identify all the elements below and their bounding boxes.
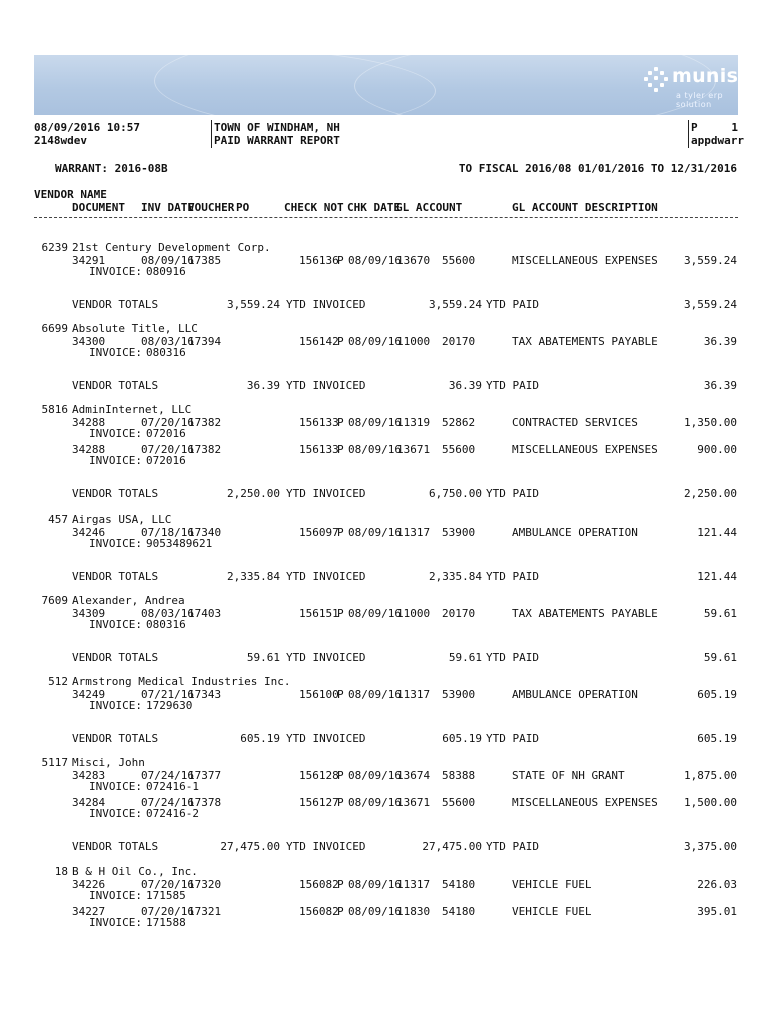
payment-type: P (337, 769, 344, 782)
gl-description: VEHICLE FUEL (512, 878, 592, 891)
header-divider-right (688, 120, 689, 148)
vendor-total-amount: 3,375.00 (684, 840, 737, 853)
invoice-date: 07/21/16 (141, 688, 194, 701)
payment-type: P (337, 607, 344, 620)
vendor-totals-label: VENDOR TOTALS (72, 379, 159, 392)
invoice-number: 171585 (146, 889, 186, 902)
ytd-paid-label: YTD PAID (486, 487, 539, 500)
check-number: 156100 (299, 688, 339, 701)
gl-description: AMBULANCE OPERATION (512, 526, 638, 539)
invoice-date: 07/24/16 (141, 796, 194, 809)
vendor-total-amount: 121.44 (697, 570, 737, 583)
ytd-paid-label: YTD PAID (486, 298, 539, 311)
check-date: 08/09/16 (348, 443, 401, 456)
page-number: 1 (731, 121, 738, 134)
document-number: 34300 (72, 335, 106, 348)
gl-object: 52862 (442, 416, 476, 429)
invoice-date: 08/03/16 (141, 607, 194, 620)
line-amount: 395.01 (697, 905, 737, 918)
ytd-paid-label: YTD PAID (486, 840, 539, 853)
vendor-totals-label: VENDOR TOTALS (72, 651, 159, 664)
gl-org: 11317 (397, 878, 431, 891)
invoice-number: 072416-2 (146, 807, 199, 820)
invoice-label: INVOICE: (89, 427, 142, 440)
invoice-number: 080316 (146, 346, 186, 359)
vendor-name: Absolute Title, LLC (72, 322, 198, 335)
payment-type: P (337, 335, 344, 348)
vendor-total-amount: 605.19 (697, 732, 737, 745)
col-voucher: VOUCHER (188, 201, 235, 214)
document-number: 34226 (72, 878, 106, 891)
vendor-id: 6699 (41, 322, 68, 335)
report-title: PAID WARRANT REPORT (214, 134, 340, 147)
gl-org: 13670 (397, 254, 431, 267)
vendor-id: 18 (54, 865, 68, 878)
invoice-label: INVOICE: (89, 889, 142, 902)
ytd-invoiced-label: YTD INVOICED (286, 840, 366, 853)
invoice-date: 08/09/16 (141, 254, 194, 267)
vendor-totals-label: VENDOR TOTALS (72, 840, 159, 853)
ytd-paid-amount: 27,475.00 (422, 840, 482, 853)
invoice-number: 171588 (146, 916, 186, 929)
gl-object: 53900 (442, 688, 476, 701)
ytd-invoiced-amount: 2,250.00 (227, 487, 280, 500)
ytd-paid-label: YTD PAID (486, 732, 539, 745)
ytd-paid-amount: 605.19 (442, 732, 482, 745)
invoice-date: 07/18/16 (141, 526, 194, 539)
document-number: 34309 (72, 607, 106, 620)
line-amount: 1,350.00 (684, 416, 737, 429)
gl-description: MISCELLANEOUS EXPENSES (512, 254, 658, 267)
gl-description: TAX ABATEMENTS PAYABLE (512, 335, 658, 348)
col-gl-description: GL ACCOUNT DESCRIPTION (512, 201, 658, 214)
invoice-number: 9053489621 (146, 537, 213, 550)
vendor-id: 7609 (41, 594, 68, 607)
report-user: 2148wdev (34, 134, 87, 147)
col-t: T (337, 201, 344, 214)
vendor-totals-label: VENDOR TOTALS (72, 570, 159, 583)
invoice-label: INVOICE: (89, 780, 142, 793)
check-number: 156127 (299, 796, 339, 809)
gl-description: CONTRACTED SERVICES (512, 416, 638, 429)
check-number: 156097 (299, 526, 339, 539)
gl-object: 55600 (442, 796, 476, 809)
line-amount: 1,500.00 (684, 796, 737, 809)
vendor-id: 6239 (41, 241, 68, 254)
invoice-number: 080316 (146, 618, 186, 631)
gl-org: 11000 (397, 335, 431, 348)
vendor-total-amount: 3,559.24 (684, 298, 737, 311)
vendor-id: 457 (48, 513, 68, 526)
gl-object: 20170 (442, 607, 476, 620)
check-number: 156142 (299, 335, 339, 348)
payment-type: P (337, 416, 344, 429)
ytd-invoiced-amount: 27,475.00 (220, 840, 280, 853)
gl-object: 58388 (442, 769, 476, 782)
check-number: 156128 (299, 769, 339, 782)
invoice-date: 07/20/16 (141, 416, 194, 429)
document-number: 34283 (72, 769, 106, 782)
voucher-number: 17321 (188, 905, 222, 918)
document-number: 34291 (72, 254, 106, 267)
check-date: 08/09/16 (348, 335, 401, 348)
vendor-total-amount: 36.39 (703, 379, 737, 392)
ytd-invoiced-label: YTD INVOICED (286, 298, 366, 311)
check-number: 156136 (299, 254, 339, 267)
invoice-number: 080916 (146, 265, 186, 278)
check-number: 156133 (299, 416, 339, 429)
logo-dots-icon (642, 67, 670, 95)
page-label: P (691, 121, 698, 134)
ytd-invoiced-amount: 36.39 (246, 379, 280, 392)
check-date: 08/09/16 (348, 905, 401, 918)
invoice-label: INVOICE: (89, 807, 142, 820)
vendor-id: 5117 (41, 756, 68, 769)
vendor-id: 5816 (41, 403, 68, 416)
line-amount: 1,875.00 (684, 769, 737, 782)
vendor-totals-label: VENDOR TOTALS (72, 487, 159, 500)
gl-description: AMBULANCE OPERATION (512, 688, 638, 701)
vendor-name: Misci, John (72, 756, 145, 769)
logo-tagline: a tyler erp solution (676, 91, 724, 109)
gl-object: 54180 (442, 878, 476, 891)
check-date: 08/09/16 (348, 878, 401, 891)
document-number: 34288 (72, 443, 106, 456)
vendor-name: Alexander, Andrea (72, 594, 185, 607)
col-check-no: CHECK NO (284, 201, 337, 214)
col-document: DOCUMENT (72, 201, 125, 214)
line-amount: 121.44 (697, 526, 737, 539)
invoice-date: 07/20/16 (141, 443, 194, 456)
voucher-number: 17377 (188, 769, 222, 782)
check-date: 08/09/16 (348, 416, 401, 429)
ytd-paid-amount: 3,559.24 (429, 298, 482, 311)
gl-description: STATE OF NH GRANT (512, 769, 625, 782)
gl-description: MISCELLANEOUS EXPENSES (512, 443, 658, 456)
payment-type: P (337, 526, 344, 539)
payment-type: P (337, 796, 344, 809)
gl-org: 11319 (397, 416, 431, 429)
vendor-name: Airgas USA, LLC (72, 513, 172, 526)
invoice-label: INVOICE: (89, 346, 142, 359)
check-number: 156082 (299, 905, 339, 918)
vendor-totals-label: VENDOR TOTALS (72, 732, 159, 745)
ytd-invoiced-amount: 605.19 (240, 732, 280, 745)
line-amount: 36.39 (703, 335, 737, 348)
vendor-name: Armstrong Medical Industries Inc. (72, 675, 291, 688)
check-number: 156082 (299, 878, 339, 891)
ytd-invoiced-amount: 59.61 (246, 651, 280, 664)
line-amount: 226.03 (697, 878, 737, 891)
gl-org: 11317 (397, 526, 431, 539)
vendor-name: AdminInternet, LLC (72, 403, 192, 416)
program-name: appdwarr (691, 134, 744, 147)
warrant-number: WARRANT: 2016-08B (55, 162, 168, 175)
voucher-number: 17385 (188, 254, 222, 267)
ytd-invoiced-amount: 3,559.24 (227, 298, 280, 311)
payment-type: P (337, 443, 344, 456)
report-banner (34, 55, 738, 115)
vendor-totals-label: VENDOR TOTALS (72, 298, 159, 311)
ytd-paid-label: YTD PAID (486, 379, 539, 392)
munis-logo (642, 61, 738, 109)
check-date: 08/09/16 (348, 796, 401, 809)
gl-object: 54180 (442, 905, 476, 918)
fiscal-range: TO FISCAL 2016/08 01/01/2016 TO 12/31/2016 (458, 162, 737, 175)
report-datetime: 08/09/2016 10:57 (34, 121, 140, 134)
document-number: 34249 (72, 688, 106, 701)
ytd-paid-amount: 2,335.84 (429, 570, 482, 583)
col-po: PO (236, 201, 250, 214)
col-chk-date: CHK DATE (347, 201, 400, 214)
col-vendor-name: VENDOR NAME (34, 188, 107, 201)
invoice-label: INVOICE: (89, 699, 142, 712)
header-rule (34, 217, 738, 218)
gl-object: 55600 (442, 443, 476, 456)
col-inv-date: INV DATE (141, 201, 194, 214)
vendor-total-amount: 59.61 (703, 651, 737, 664)
ytd-invoiced-label: YTD INVOICED (286, 570, 366, 583)
invoice-number: 072016 (146, 454, 186, 467)
invoice-number: 072416-1 (146, 780, 199, 793)
ytd-paid-label: YTD PAID (486, 651, 539, 664)
voucher-number: 17403 (188, 607, 222, 620)
ytd-paid-amount: 59.61 (448, 651, 482, 664)
invoice-date: 07/20/16 (141, 878, 194, 891)
invoice-date: 07/24/16 (141, 769, 194, 782)
check-number: 156151 (299, 607, 339, 620)
payment-type: P (337, 688, 344, 701)
document-number: 34284 (72, 796, 106, 809)
ytd-invoiced-label: YTD INVOICED (286, 651, 366, 664)
payment-type: P (337, 905, 344, 918)
check-date: 08/09/16 (348, 254, 401, 267)
line-amount: 900.00 (697, 443, 737, 456)
invoice-number: 1729630 (146, 699, 193, 712)
invoice-number: 072016 (146, 427, 186, 440)
document-number: 34288 (72, 416, 106, 429)
col-gl-account: GL ACCOUNT (396, 201, 463, 214)
gl-object: 53900 (442, 526, 476, 539)
gl-description: TAX ABATEMENTS PAYABLE (512, 607, 658, 620)
gl-org: 11317 (397, 688, 431, 701)
ytd-invoiced-label: YTD INVOICED (286, 487, 366, 500)
vendor-id: 512 (48, 675, 68, 688)
document-number: 34246 (72, 526, 106, 539)
payment-type: P (337, 878, 344, 891)
gl-org: 11000 (397, 607, 431, 620)
vendor-total-amount: 2,250.00 (684, 487, 737, 500)
voucher-number: 17320 (188, 878, 222, 891)
voucher-number: 17394 (188, 335, 222, 348)
gl-object: 20170 (442, 335, 476, 348)
ytd-paid-amount: 6,750.00 (429, 487, 482, 500)
payment-type: P (337, 254, 344, 267)
gl-org: 11830 (397, 905, 431, 918)
gl-object: 55600 (442, 254, 476, 267)
ytd-invoiced-label: YTD INVOICED (286, 379, 366, 392)
check-date: 08/09/16 (348, 769, 401, 782)
ytd-invoiced-amount: 2,335.84 (227, 570, 280, 583)
town-name: TOWN OF WINDHAM, NH (214, 121, 340, 134)
line-amount: 3,559.24 (684, 254, 737, 267)
line-amount: 59.61 (703, 607, 737, 620)
voucher-number: 17378 (188, 796, 222, 809)
ytd-invoiced-label: YTD INVOICED (286, 732, 366, 745)
gl-description: VEHICLE FUEL (512, 905, 592, 918)
gl-org: 13671 (397, 796, 431, 809)
ytd-paid-label: YTD PAID (486, 570, 539, 583)
logo-wordmark: munis (672, 65, 738, 87)
check-date: 08/09/16 (348, 526, 401, 539)
check-number: 156133 (299, 443, 339, 456)
voucher-number: 17343 (188, 688, 222, 701)
gl-org: 13674 (397, 769, 431, 782)
voucher-number: 17382 (188, 443, 222, 456)
invoice-label: INVOICE: (89, 916, 142, 929)
invoice-date: 07/20/16 (141, 905, 194, 918)
invoice-date: 08/03/16 (141, 335, 194, 348)
check-date: 08/09/16 (348, 688, 401, 701)
gl-org: 13671 (397, 443, 431, 456)
check-date: 08/09/16 (348, 607, 401, 620)
invoice-label: INVOICE: (89, 265, 142, 278)
invoice-label: INVOICE: (89, 454, 142, 467)
voucher-number: 17340 (188, 526, 222, 539)
document-number: 34227 (72, 905, 106, 918)
voucher-number: 17382 (188, 416, 222, 429)
invoice-label: INVOICE: (89, 618, 142, 631)
vendor-name: B & H Oil Co., Inc. (72, 865, 198, 878)
ytd-paid-amount: 36.39 (448, 379, 482, 392)
gl-description: MISCELLANEOUS EXPENSES (512, 796, 658, 809)
invoice-label: INVOICE: (89, 537, 142, 550)
vendor-name: 21st Century Development Corp. (72, 241, 271, 254)
header-divider-left (211, 120, 212, 148)
line-amount: 605.19 (697, 688, 737, 701)
